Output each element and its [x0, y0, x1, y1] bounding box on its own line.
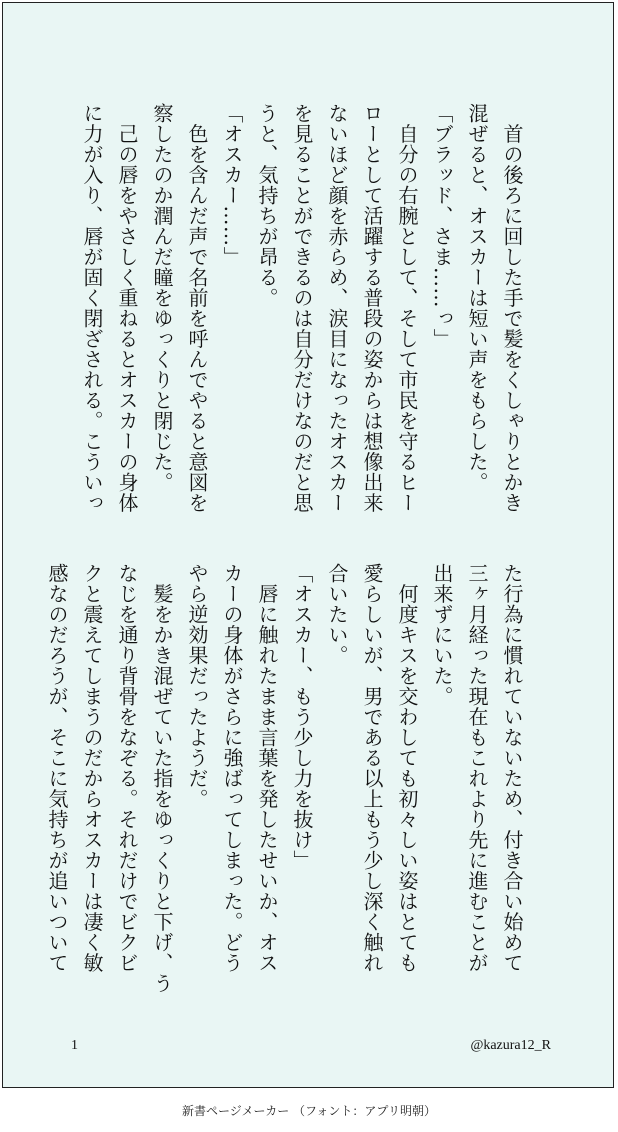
- text-line: 混ぜると、オスカーは短い声をもらした。: [465, 103, 489, 493]
- text-line: 唇に触れたまま言葉を発したせいか、オス: [255, 563, 279, 973]
- text-line: やら逆効果だったようだ。: [185, 563, 209, 809]
- text-line: ローとして活躍する普段の姿からは想像出来: [360, 103, 384, 513]
- text-line: なじを通り背骨をなぞる。それだけでビクビ: [115, 563, 139, 973]
- text-line: た行為に慣れていないため、付き合い始めて: [500, 563, 524, 973]
- author-handle: @kazura12_R: [470, 1038, 551, 1053]
- text-line: 愛らしいが、男である以上もう少し深く触れ: [360, 563, 384, 973]
- text-line: 自分の右腕として、そして市民を守るヒー: [395, 103, 419, 513]
- book-page: [2, 2, 614, 1088]
- text-line: 何度キスを交わしても初々しい姿はとても: [395, 563, 419, 973]
- text-line: 「オスカー……」: [220, 103, 244, 267]
- text-line: 出来ずにいた。: [430, 563, 454, 707]
- text-line: ないほど顔を赤らめ、涙目になったオスカー: [325, 103, 349, 513]
- text-line: 色を含んだ声で名前を呼んでやると意図を: [185, 103, 209, 513]
- text-line: 髪をかき混ぜていた指をゆっくりと下げ、う: [150, 563, 174, 994]
- text-line: 感なのだろうが、そこに気持ちが追いついて: [45, 563, 69, 973]
- text-line: を見ることができるのは自分だけなのだと思: [290, 103, 314, 513]
- page-number: 1: [71, 1038, 78, 1053]
- generator-caption: 新書ページメーカー （フォント：アプリ明朝）: [182, 1104, 436, 1118]
- text-line: クと震えてしまうのだからオスカーは凄く敏: [80, 563, 104, 973]
- text-line: 察したのか潤んだ瞳をゆっくりと閉じた。: [150, 103, 174, 493]
- text-line: 首の後ろに回した手で髪をくしゃりとかき: [500, 103, 524, 513]
- text-line: 合いたい。: [325, 563, 349, 666]
- text-line: カーの身体がさらに強ばってしまった。どう: [220, 563, 244, 973]
- text-line: 三ヶ月経った現在もこれより先に進むことが: [465, 563, 489, 973]
- text-line: に力が入り、唇が固く閉ざされる。こういっ: [80, 103, 104, 513]
- text-line: 己の唇をやさしく重ねるとオスカーの身体: [115, 103, 139, 513]
- text-upper-block: [63, 103, 529, 533]
- text-line: 「ブラッド、さま……っ」: [430, 103, 454, 349]
- text-lower-block: [45, 563, 529, 994]
- text-line: うと、気持ちが昂る。: [255, 103, 279, 308]
- text-line: 「オスカー、もう少し力を抜け」: [290, 563, 314, 871]
